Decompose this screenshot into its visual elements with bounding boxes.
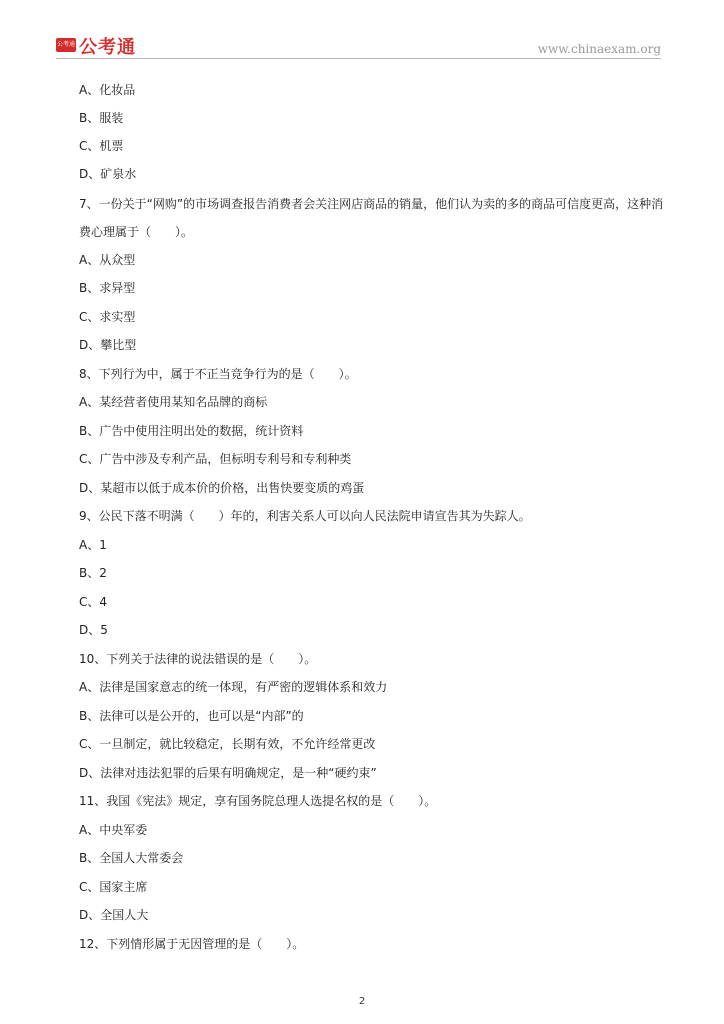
- option-line: C、求实型: [79, 310, 136, 324]
- page-number: 2: [358, 996, 366, 1007]
- option-line: C、一旦制定，就比较稳定，长期有效，不允许经常更改: [79, 737, 376, 751]
- option-line: D、攀比型: [79, 338, 137, 352]
- option-line: A、从众型: [79, 253, 136, 267]
- option-line: D、矿泉水: [79, 167, 137, 181]
- option-line: B、全国人大常委会: [79, 851, 184, 865]
- option-line: C、机票: [79, 139, 124, 153]
- option-line: D、法律对违法犯罪的后果有明确规定，是一种“硬约束”: [79, 766, 377, 780]
- question-9: 9、公民下落不明满（ ）年的，利害关系人可以向人民法院申请宣告其为失踪人。: [79, 509, 531, 523]
- question-11: 11、我国《宪法》规定，享有国务院总理人选提名权的是（ ）。: [79, 794, 437, 808]
- option-line: C、广告中涉及专利产品，但标明专利号和专利种类: [79, 452, 352, 466]
- logo-text: 公考通: [79, 37, 136, 58]
- option-line: D、全国人大: [79, 908, 149, 922]
- option-line: A、中央军委: [79, 823, 148, 837]
- option-line: D、5: [79, 623, 108, 637]
- option-line: D、某超市以低于成本价的价格，出售快要变质的鸡蛋: [79, 481, 365, 495]
- option-line: A、1: [79, 538, 107, 552]
- option-line: B、法律可以是公开的，也可以是“内部”的: [79, 709, 304, 723]
- option-line: A、化妆品: [79, 83, 136, 97]
- option-line: B、广告中使用注明出处的数据，统计资料: [79, 424, 304, 438]
- option-line: C、国家主席: [79, 880, 148, 894]
- option-line: B、求异型: [79, 281, 136, 295]
- option-line: C、4: [79, 595, 108, 609]
- option-line: B、服装: [79, 111, 124, 125]
- site-url: www.chinaexam.org: [537, 42, 661, 56]
- question-8: 8、下列行为中，属于不正当竞争行为的是（ ）。: [79, 367, 357, 381]
- question-10: 10、下列关于法律的说法错误的是（ ）。: [79, 652, 317, 666]
- question-12: 12、下列情形属于无因管理的是（ ）。: [79, 937, 305, 951]
- option-line: B、2: [79, 566, 107, 580]
- question-7: 7、一份关于“网购”的市场调查报告消费者会关注网店商品的销量，他们认为卖的多的商品可信度更高，这种消费心理属于（ ）。: [79, 197, 664, 239]
- logo-badge: 公考通: [56, 38, 76, 52]
- option-line: A、某经营者使用某知名品牌的商标: [79, 395, 268, 409]
- option-line: A、法律是国家意志的统一体现，有严密的逻辑体系和效力: [79, 680, 388, 694]
